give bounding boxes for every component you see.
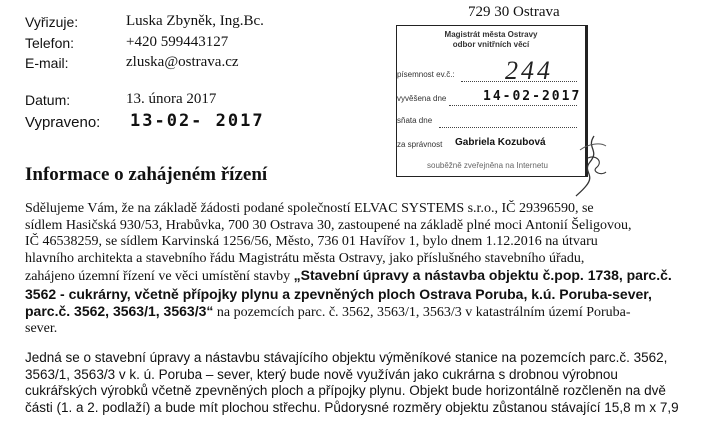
- stamp-spravnost-label: za správnost: [397, 140, 443, 149]
- paragraph-2-line: Jedná se o stavební úpravy a nástavbu stávajícího objektu výměníkové stanice na pozemcích parc.č. 3562,: [25, 350, 668, 365]
- paragraph-1-line: sídlem Hasičská 930/53, Hrabůvka, 700 30 Ostrava 30, zastoupené na základě plné moci Antonií Šeligovou,: [25, 217, 632, 233]
- construction-title-part3: parc.č. 3562, 3563/1, 3563/3“: [25, 302, 214, 319]
- vyrizuje-value: Luska Zbyněk, Ing.Bc.: [126, 13, 264, 29]
- registry-stamp: [396, 25, 588, 177]
- paragraph-2-line: cukrářských výrobků včetně zpevněných ploch a přípojky plynu. Objekt bude horizontálně rozčleněn na dvě: [25, 383, 666, 399]
- document-title: Informace o zahájeném řízení: [25, 164, 268, 185]
- signature-mark: [566, 128, 610, 198]
- vypraveno-stamp-value: 13-02- 2017: [130, 111, 265, 131]
- email-label: E-mail:: [25, 55, 69, 71]
- paragraph-2: [25, 350, 707, 416]
- datum-label: Datum:: [25, 92, 71, 108]
- address-line: 729 30 Ostrava: [468, 4, 560, 20]
- stamp-pisemnost-label: písemnost ev.č.:: [397, 70, 455, 79]
- paragraph-2-line: části (1. a 2. podlaží) a bude mít plochou střechu. Půdorysné rozměry objektu zůstanou stávající 15,8 m x 7,9: [25, 399, 679, 415]
- paragraph-1-line5-text: zahájeno územní řízení ve věci umístění stavby: [25, 269, 294, 285]
- paragraph-1-line: hlavního architekta a stavebního řádu Magistrátu města Ostravy, jako příslušného stavebního úřadu,: [25, 250, 585, 266]
- datum-value: 13. února 2017: [126, 91, 217, 107]
- paragraph-2-line: 3563/1, 3563/3 v k. ú. Poruba – sever, který bude nově využíván jako cukrárna s drobnou výrobnou: [25, 366, 618, 382]
- stamp-snata-label: sňata dne: [397, 116, 433, 125]
- email-value[interactable]: zluska@ostrava.cz: [126, 54, 239, 70]
- construction-title-part1: „Stavební úpravy a nástavba objektu č.pop. 1738, parc.č.: [293, 267, 672, 284]
- paragraph-1-line: [25, 267, 707, 286]
- paragraph-1-line: Sdělujeme Vám, že na základě žádosti podané společností ELVAC SYSTEMS s.r.o., IČ 29396590, se: [25, 201, 594, 216]
- stamp-soubezne-text: souběžně zveřejněna na Internetu: [427, 161, 548, 170]
- stamp-vyvesena-value: 14-02-2017: [483, 89, 582, 104]
- telefon-label: Telefon:: [25, 35, 75, 51]
- paragraph-1: [25, 201, 707, 338]
- paragraph-1-line: sever.: [25, 321, 58, 337]
- vypraveno-label: Vypraveno:: [25, 114, 101, 131]
- vyrizuje-label: Vyřizuje:: [25, 14, 79, 30]
- telefon-value: +420 599443127: [126, 34, 229, 50]
- paragraph-1-line: IČ 46538259, se sídlem Karvinská 1256/56, Město, 736 01 Havířov 1, bylo dnem 1.12.2016 na útvaru: [25, 234, 598, 250]
- paragraph-1-line7-text: na pozemcích parc. č. 3562, 3563/1, 3563/3 v katastrálním území Poruba-: [213, 304, 631, 320]
- paragraph-1-line: [25, 303, 707, 322]
- stamp-title-line1: Magistrát města Ostravy: [444, 30, 538, 39]
- stamp-pisemnost-value: 244: [505, 56, 553, 85]
- stamp-spravnost-value: Gabriela Kozubová: [455, 137, 546, 148]
- stamp-title-line2: odbor vnitřních věcí: [452, 40, 530, 49]
- construction-title-part2: 3562 - cukrárny, včetně přípojky plynu a zpevněných ploch Ostrava Poruba, k.ú. Poruba-sever,: [25, 285, 652, 302]
- stamp-vyvesena-label: vyvěšena dne: [397, 94, 447, 103]
